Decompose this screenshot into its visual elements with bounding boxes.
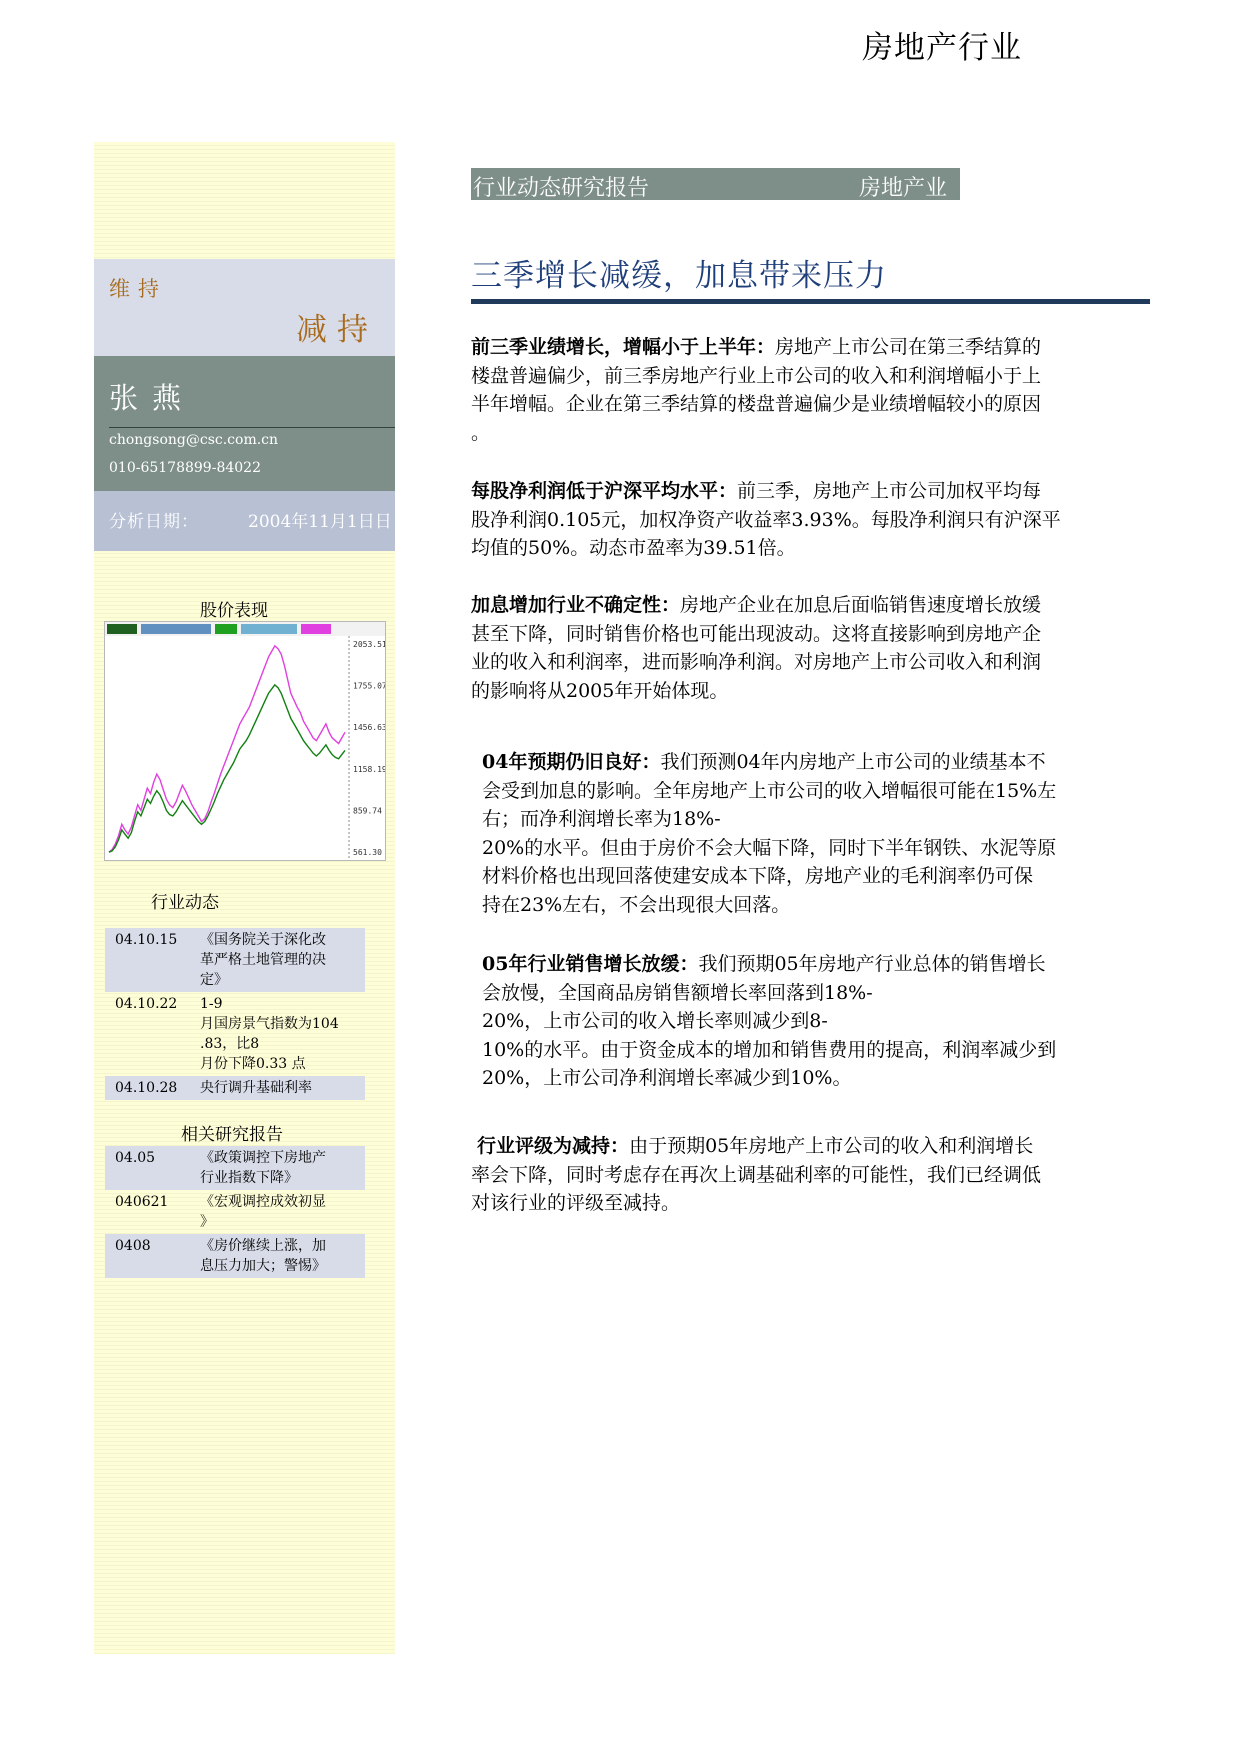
paragraph-text: 材料价格也出现回落使建安成本下降，房地产业的毛利润率仍可保 — [482, 865, 1034, 887]
industry-news-title: 行业动态 — [151, 893, 219, 913]
price-chart — [104, 621, 386, 861]
paragraph — [482, 748, 1147, 919]
report-text: 《宏观调控成效初显 — [200, 1194, 326, 1210]
analysis-date-box — [94, 491, 395, 551]
paragraph-text: 会放慢，全国商品房销售额增长率回落到18%- — [482, 981, 873, 1004]
report-row[interactable] — [105, 1234, 365, 1278]
paragraph — [471, 333, 1136, 447]
paragraph-text: 房地产上市公司在第三季结算的 — [775, 336, 1042, 358]
news-text: 革严格土地管理的决 — [200, 952, 326, 968]
paragraph-text: 右；而净利润增长率为18%- — [482, 808, 721, 830]
chart-title: 股价表现 — [200, 601, 268, 621]
paragraph-text: 20%，上市公司的收入增长率则减少到8- — [482, 1010, 828, 1032]
paragraph — [471, 477, 1136, 563]
report-industry: 房地产业 — [859, 176, 948, 201]
paragraph — [471, 1132, 1136, 1218]
paragraph-text: 业的收入和利润率，进而影响净利润。对房地产上市公司收入和利润 — [471, 651, 1042, 673]
paragraph-text: 前三季，房地产上市公司加权平均每 — [737, 480, 1042, 502]
report-date: 040621 — [115, 1194, 169, 1210]
analyst-email[interactable]: chongsong@csc.com.cn — [109, 432, 279, 448]
report-type: 行业动态研究报告 — [473, 176, 650, 201]
sector-header: 房地产行业 — [862, 30, 1022, 66]
chart-legend-value — [241, 624, 297, 634]
headline-rule — [471, 299, 1150, 304]
y-tick-label: 859.74 — [353, 806, 382, 816]
news-date: 04.10.15 — [115, 932, 178, 948]
industry-news-table — [105, 928, 365, 1100]
paragraph — [482, 950, 1147, 1093]
paragraph-text: 会受到加息的影响。全年房地产上市公司的收入增幅很可能在15%左 — [482, 779, 1057, 802]
news-text: 月国房景气指数为104 — [200, 1016, 339, 1032]
paragraph-text: 20%的水平。但由于房价不会大幅下降，同时下半年钢铁、水泥等原 — [482, 836, 1057, 859]
paragraph-text: 的影响将从2005年开始体现。 — [471, 679, 729, 702]
news-text: 央行调升基础利率 — [200, 1080, 312, 1096]
chart-legend-shanghai — [215, 624, 237, 634]
rating-current: 减持 — [296, 312, 378, 348]
analyst-box — [94, 356, 395, 491]
paragraph-text: 对该行业的评级至减持。 — [471, 1192, 681, 1214]
paragraph-text: 由于预期05年房地产上市公司的收入和利润增长 — [629, 1135, 1034, 1157]
divider — [109, 427, 395, 428]
news-row[interactable] — [105, 992, 365, 1076]
paragraph-text: 楼盘普遍偏少，前三季房地产行业上市公司的收入和利润增幅小于上 — [471, 364, 1042, 387]
rating-previous: 维持 — [109, 277, 167, 301]
paragraph-text: 均值的50%。动态市盈率为39.51倍。 — [471, 537, 796, 559]
report-text: 》 — [200, 1214, 214, 1230]
news-date: 04.10.28 — [115, 1080, 178, 1096]
news-text: .83，比8 — [200, 1036, 260, 1052]
paragraph-text: 股净利润0.105元，加权净资产收益率3.93%。每股净利润只有沪深平 — [471, 508, 1061, 531]
chart-legend-code — [141, 624, 211, 634]
news-text: 定》 — [200, 972, 228, 988]
report-date: 04.05 — [115, 1150, 156, 1166]
paragraph-lead: 每股净利润低于沪深平均水平： — [471, 480, 738, 502]
paragraph-text: 甚至下降，同时销售价格也可能出现波动。这将直接影响到房地产企 — [471, 622, 1042, 645]
report-row[interactable] — [105, 1190, 365, 1234]
paragraph-text: 我们预期05年房地产行业总体的销售增长 — [698, 953, 1046, 975]
paragraph-text: 。 — [471, 421, 491, 444]
paragraph-text: 率会下降，同时考虑存在再次上调基础利率的可能性，我们已经调低 — [471, 1163, 1042, 1186]
news-text: 月份下降0.33 点 — [200, 1056, 306, 1072]
paragraph-text: 持在23%左右，不会出现很大回落。 — [482, 893, 791, 916]
news-text: 1-9 — [200, 996, 223, 1012]
report-text: 息压力加大；警惕》 — [200, 1258, 326, 1274]
y-tick-label: 1755.07 — [353, 681, 385, 691]
series-line-index — [109, 685, 345, 852]
paragraph-lead: 04年预期仍旧良好： — [482, 751, 661, 773]
headline: 三季增长减缓，加息带来压力 — [471, 258, 887, 294]
paragraph-lead: 前三季业绩增长，增幅小于上半年： — [471, 336, 776, 358]
news-date: 04.10.22 — [115, 996, 178, 1012]
paragraph-text: 10%的水平。由于资金成本的增加和销售费用的提高，利润率减少到 — [482, 1038, 1057, 1061]
paragraph-lead: 05年行业销售增长放缓： — [482, 953, 699, 975]
price-chart-svg — [105, 622, 385, 860]
paragraph-text: 半年增幅。企业在第三季结算的楼盘普遍偏少是业绩增幅较小的原因 — [471, 393, 1042, 415]
rating-box — [94, 259, 395, 356]
paragraph — [471, 591, 1136, 705]
paragraph-lead: 行业评级为减持： — [477, 1135, 630, 1157]
chart-legend-industry — [301, 624, 331, 634]
y-tick-label: 1456.63 — [353, 723, 385, 733]
report-row[interactable] — [105, 1146, 365, 1190]
report-text: 《房价继续上涨，加 — [200, 1238, 326, 1254]
paragraph-text: 20%，上市公司净利润增长率减少到10%。 — [482, 1067, 852, 1089]
y-tick-label: 561.30 — [353, 848, 382, 857]
report-date: 0408 — [115, 1238, 151, 1254]
news-text: 《国务院关于深化改 — [200, 932, 326, 948]
chart-legend-index — [107, 624, 137, 634]
related-reports-title: 相关研究报告 — [181, 1125, 283, 1145]
news-row[interactable] — [105, 1076, 365, 1100]
analyst-phone: 010-65178899-84022 — [109, 460, 261, 476]
news-row[interactable] — [105, 928, 365, 992]
analyst-name: 张燕 — [109, 381, 196, 415]
analysis-date-value: 2004年11月1日日 — [248, 512, 392, 532]
report-text: 行业指数下降》 — [200, 1170, 298, 1186]
analysis-date-label: 分析日期： — [109, 512, 199, 532]
paragraph-text: 我们预测04年内房地产上市公司的业绩基本不 — [660, 751, 1046, 773]
report-type-bar — [471, 168, 960, 200]
paragraph-lead: 加息增加行业不确定性： — [471, 594, 681, 616]
report-text: 《政策调控下房地产 — [200, 1150, 326, 1166]
y-tick-label: 2053.51 — [353, 640, 385, 649]
paragraph-text: 房地产企业在加息后面临销售速度增长放缓 — [680, 594, 1042, 616]
related-reports-table — [105, 1146, 365, 1278]
y-tick-label: 1158.19 — [353, 764, 385, 774]
